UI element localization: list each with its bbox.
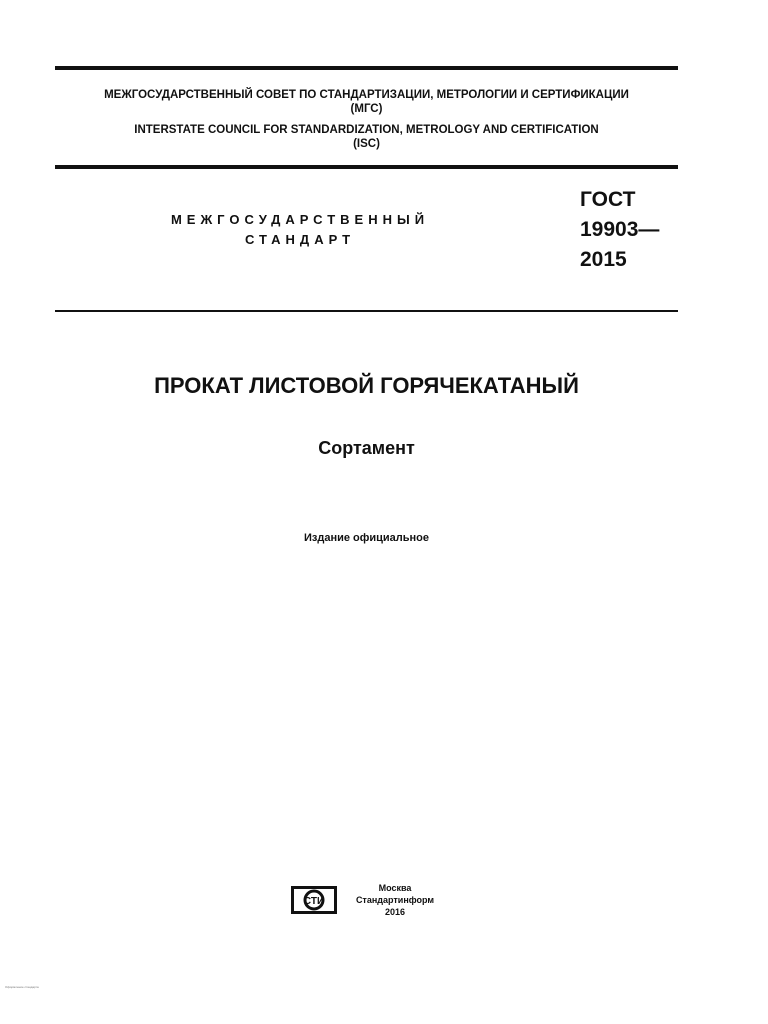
lower-rule [55,310,678,312]
council-ru-name: МЕЖГОСУДАРСТВЕННЫЙ СОВЕТ ПО СТАНДАРТИЗАЦИИ, МЕТРОЛОГИИ И СЕРТИФИКАЦИИ [104,89,629,101]
gost-number: 19903— [580,218,660,241]
middle-rule [55,165,678,169]
top-rule [55,66,678,70]
council-ru-block [55,88,678,116]
gost-label: ГОСТ [580,188,636,211]
publisher-city: Москва [378,883,412,893]
fine-print: Оформление стандарта [5,985,39,989]
council-ru-abbr: (МГС) [350,103,383,115]
edition-note: Издание официальное [303,532,430,544]
gost-year: 2015 [580,248,627,271]
document-subtitle: Сортамент [318,438,415,458]
council-en-abbr: (ISC) [353,138,380,150]
standard-kind-line1: МЕЖГОСУДАРСТВЕННЫЙ [170,212,430,227]
standard-kind-line2: СТАНДАРТ [244,232,356,247]
standard-kind [150,210,450,250]
publisher-year: 2016 [384,907,406,917]
logo-text: СТИ [303,896,325,907]
publisher-name: Стандартинформ [355,895,435,905]
publisher-block [340,882,450,918]
gost-designation [580,185,659,275]
council-en-block [55,123,678,151]
standartinform-logo-icon [290,885,338,915]
council-en-name: INTERSTATE COUNCIL FOR STANDARDIZATION, METROLOGY AND CERTIFICATION [134,124,599,136]
document-title: ПРОКАТ ЛИСТОВОЙ ГОРЯЧЕКАТАНЫЙ [154,373,579,398]
